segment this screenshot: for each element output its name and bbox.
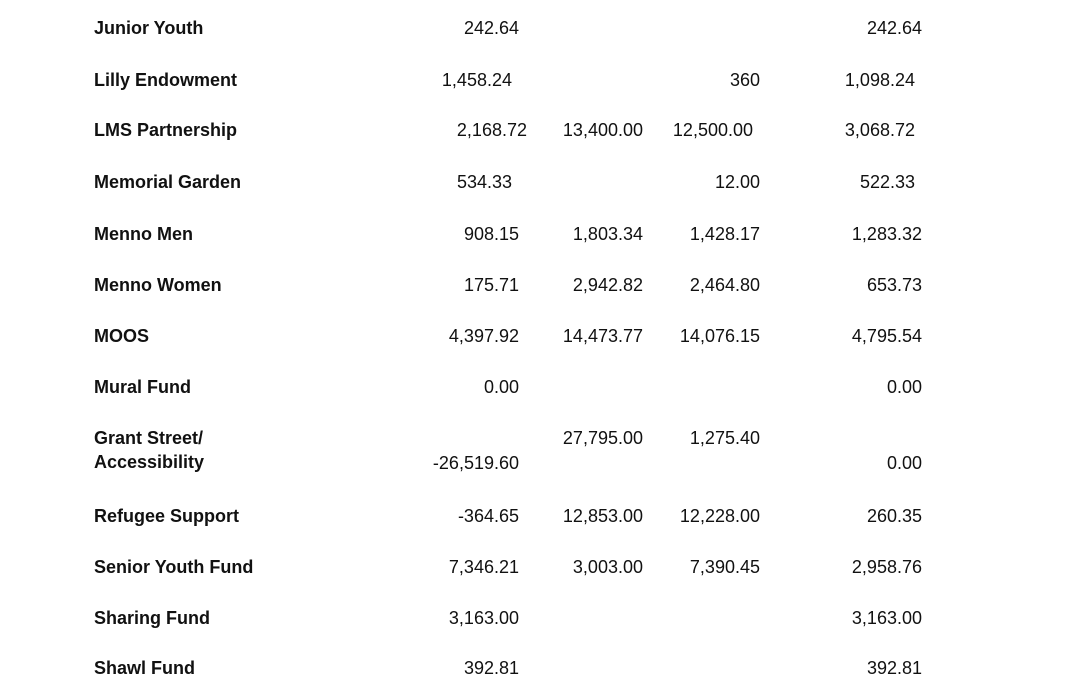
col1-value: 392.81 (463, 658, 519, 675)
table-row (0, 222, 1080, 268)
col1-value: 242.64 (463, 18, 519, 38)
col4-value: 1,098.24 (844, 70, 915, 90)
col1-value: 175.71 (463, 275, 519, 295)
fund-name: Lilly Endowment (94, 70, 238, 90)
fund-name: Memorial Garden (94, 172, 242, 192)
col2-value: 14,473.77 (562, 326, 643, 346)
col3-value: 12,228.00 (679, 506, 760, 526)
table-row (0, 606, 1080, 652)
col2-value: 13,400.00 (562, 120, 643, 140)
col3-value: 2,464.80 (689, 275, 760, 295)
table-row (0, 375, 1080, 421)
fund-name: Sharing Fund (94, 608, 210, 628)
col1-value: -364.65 (457, 506, 519, 526)
table-row (0, 504, 1080, 550)
fund-name: Menno Women (94, 275, 222, 295)
col1-value: 534.33 (456, 172, 512, 192)
table-row (0, 273, 1080, 319)
fund-name: Refugee Support (94, 506, 240, 526)
col4-value: 242.64 (866, 18, 922, 38)
col4-value: 3,068.72 (844, 120, 915, 140)
col1-value: 3,163.00 (448, 608, 519, 628)
col1-value: 2,168.72 (456, 120, 527, 140)
table-row (0, 170, 1080, 216)
table-row (0, 324, 1080, 370)
col1-value: 4,397.92 (448, 326, 519, 346)
table-row (0, 68, 1080, 114)
fund-name: Menno Men (94, 224, 193, 244)
table-row (0, 555, 1080, 601)
col2-value: 27,795.00 (562, 428, 643, 448)
col1-value: 908.15 (463, 224, 519, 244)
fund-name: Junior Youth (94, 18, 204, 38)
col1-value: 7,346.21 (448, 557, 519, 577)
col4-value: 653.73 (866, 275, 922, 295)
col3-value: 7,390.45 (689, 557, 760, 577)
table-row (0, 426, 1080, 478)
table-row (0, 118, 1080, 164)
col3-value: 14,076.15 (679, 326, 760, 346)
fund-name: LMS Partnership (94, 120, 238, 140)
col4-value: 392.81 (866, 658, 922, 675)
col4-value: 4,795.54 (851, 326, 922, 346)
fund-name: Mural Fund (94, 377, 191, 397)
col2-value: 12,853.00 (562, 506, 643, 526)
table-row (0, 16, 1080, 62)
col4-value: 2,958.76 (851, 557, 922, 577)
fund-name: Shawl Fund (94, 658, 195, 675)
col4-value: 3,163.00 (851, 608, 922, 628)
col4-value: 260.35 (866, 506, 922, 526)
col3-value: 1,275.40 (689, 428, 760, 448)
col1-value: 0.00 (483, 377, 519, 397)
fund-name: Grant Street/ Accessibility (94, 428, 205, 472)
col1-value: 1,458.24 (441, 70, 512, 90)
col3-value: 12,500.00 (672, 120, 753, 140)
col2-value: 1,803.34 (572, 224, 643, 244)
col3-value: 1,428.17 (689, 224, 760, 244)
fund-name: Senior Youth Fund (94, 557, 254, 577)
col4-value: 0.00 (886, 453, 922, 473)
col4-value: 522.33 (859, 172, 915, 192)
col2-value: 2,942.82 (572, 275, 643, 295)
col3-value: 12.00 (714, 172, 760, 192)
table-row (0, 656, 1080, 675)
col3-value: 360 (729, 70, 760, 90)
col1-value: -26,519.60 (432, 453, 519, 473)
col4-value: 1,283.32 (851, 224, 922, 244)
fund-name: MOOS (94, 326, 150, 346)
col4-value: 0.00 (886, 377, 922, 397)
col2-value: 3,003.00 (572, 557, 643, 577)
